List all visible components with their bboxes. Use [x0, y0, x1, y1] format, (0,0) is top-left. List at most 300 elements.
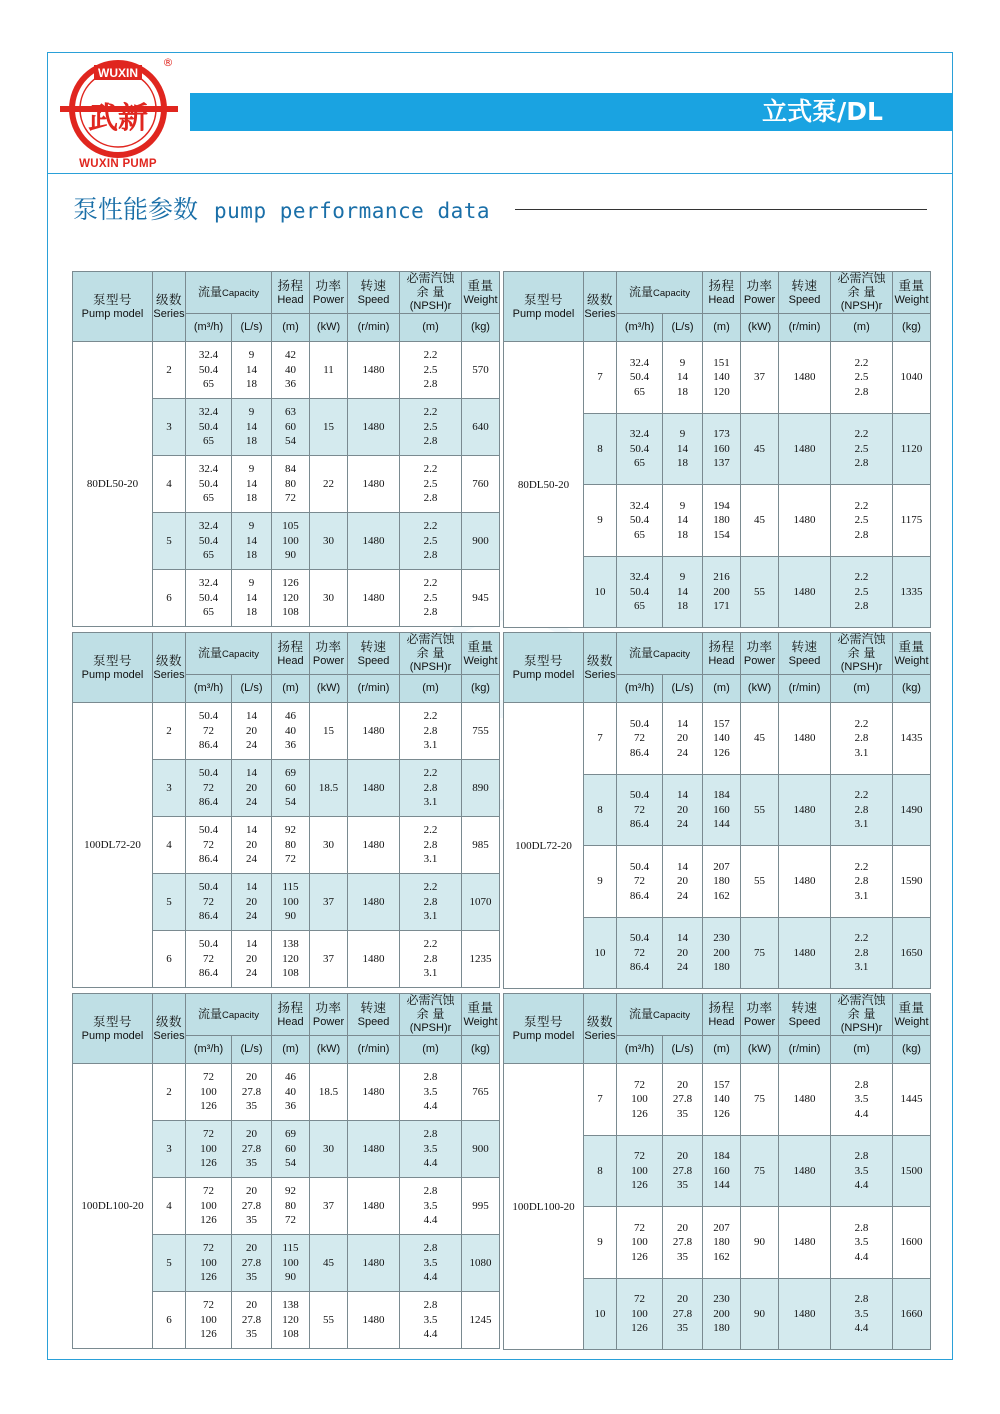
header-speed-unit: (r/min): [348, 314, 400, 342]
flow-m3h-cell: 32.4 50.4 65: [186, 456, 232, 513]
header-capacity-unit-m3h: (m³/h): [186, 314, 232, 342]
power-cell: 37: [741, 342, 779, 414]
series-cell: 2: [153, 342, 186, 399]
header-npsh-cn2: 余 量: [847, 285, 876, 299]
header-model: [73, 272, 153, 342]
header-speed-cn: 转速: [791, 277, 818, 293]
weight-cell: 995: [462, 1178, 500, 1235]
logo-ring-text: WUXIN: [98, 66, 138, 80]
power-cell: 55: [741, 846, 779, 918]
power-cell: 22: [310, 456, 348, 513]
header-speed-en: Speed: [357, 293, 390, 306]
series-cell: 5: [153, 513, 186, 570]
header-capacity: [617, 994, 703, 1036]
series-cell: 2: [153, 703, 186, 760]
weight-cell: 760: [462, 456, 500, 513]
flow-m3h-cell: 72 100 126: [617, 1135, 663, 1207]
flow-ls-cell: 9 14 18: [663, 485, 703, 557]
speed-cell: 1480: [779, 703, 831, 775]
header-speed: [348, 633, 400, 675]
pump-model-cell: 100DL72-20: [504, 703, 584, 989]
power-cell: 75: [741, 917, 779, 989]
speed-cell: 1480: [348, 456, 400, 513]
series-cell: 5: [153, 874, 186, 931]
header-series-cn: 级数: [155, 1013, 182, 1029]
flow-ls-cell: 14 20 24: [232, 703, 272, 760]
series-cell: 9: [584, 1207, 617, 1279]
flow-m3h-cell: 50.4 72 86.4: [186, 760, 232, 817]
flow-m3h-cell: 32.4 50.4 65: [617, 556, 663, 628]
power-cell: 45: [741, 703, 779, 775]
weight-cell: 890: [462, 760, 500, 817]
header-model: [504, 272, 584, 342]
head-cell: 115 100 90: [272, 1235, 310, 1292]
speed-cell: 1480: [779, 1064, 831, 1136]
header-head-cn: 扬程: [708, 638, 735, 654]
header-series-en: Series: [153, 307, 185, 320]
header-speed-unit: (r/min): [348, 675, 400, 703]
header-npsh-cn1: 必需汽蚀: [406, 632, 455, 646]
head-cell: 151 140 120: [703, 342, 741, 414]
series-cell: 8: [584, 413, 617, 485]
flow-ls-cell: 9 14 18: [232, 342, 272, 399]
flow-ls-cell: 14 20 24: [232, 760, 272, 817]
flow-m3h-cell: 32.4 50.4 65: [617, 413, 663, 485]
header-speed-en: Speed: [788, 293, 821, 306]
header-capacity-en: Capacity: [653, 1009, 690, 1021]
speed-cell: 1480: [779, 1207, 831, 1279]
weight-cell: 1435: [893, 703, 931, 775]
head-cell: 207 180 162: [703, 846, 741, 918]
head-cell: 126 120 108: [272, 570, 310, 627]
npsh-cell: 2.8 3.5 4.4: [831, 1207, 893, 1279]
weight-cell: 1445: [893, 1064, 931, 1136]
flow-ls-cell: 20 27.8 35: [663, 1278, 703, 1350]
header-speed-cn: 转速: [360, 277, 387, 293]
header-series-cn: 级数: [586, 291, 613, 307]
header-capacity-en: Capacity: [222, 287, 259, 299]
head-cell: 69 60 54: [272, 1121, 310, 1178]
speed-cell: 1480: [348, 703, 400, 760]
npsh-cell: 2.2 2.5 2.8: [400, 342, 462, 399]
flow-m3h-cell: 50.4 72 86.4: [186, 703, 232, 760]
header-npsh-cn2: 余 量: [847, 1007, 876, 1021]
header-model: [504, 994, 584, 1064]
head-cell: 138 120 108: [272, 1292, 310, 1349]
speed-cell: 1480: [779, 485, 831, 557]
speed-cell: 1480: [348, 1064, 400, 1121]
flow-m3h-cell: 32.4 50.4 65: [186, 399, 232, 456]
flow-ls-cell: 14 20 24: [232, 931, 272, 988]
header-npsh-cn2: 余 量: [847, 646, 876, 660]
header-speed: [779, 272, 831, 314]
flow-ls-cell: 9 14 18: [232, 570, 272, 627]
header-model-cn: 泵型号: [523, 652, 563, 668]
flow-m3h-cell: 72 100 126: [186, 1292, 232, 1349]
speed-cell: 1480: [779, 1135, 831, 1207]
header-capacity-unit-ls: (L/s): [232, 675, 272, 703]
flow-m3h-cell: 72 100 126: [186, 1064, 232, 1121]
header-speed: [348, 994, 400, 1036]
header-series: [584, 633, 617, 703]
header-power-en: Power: [312, 654, 345, 667]
head-cell: 92 80 72: [272, 817, 310, 874]
header-head-cn: 扬程: [277, 999, 304, 1015]
header-series-en: Series: [153, 1029, 185, 1042]
header-head-en: Head: [277, 1015, 304, 1028]
header-head-unit: (m): [703, 1036, 741, 1064]
header-power-unit: (kW): [741, 1036, 779, 1064]
header-series: [153, 272, 186, 342]
speed-cell: 1480: [348, 874, 400, 931]
flow-m3h-cell: 72 100 126: [186, 1178, 232, 1235]
npsh-cell: 2.2 2.5 2.8: [831, 413, 893, 485]
npsh-cell: 2.8 3.5 4.4: [400, 1178, 462, 1235]
pump-model-cell: 80DL50-20: [504, 342, 584, 628]
title-bar: [190, 93, 953, 131]
header-power-cn: 功率: [315, 638, 342, 654]
pump-model-cell: 100DL72-20: [73, 703, 153, 988]
pump-model-cell: 100DL100-20: [504, 1064, 584, 1350]
series-cell: 3: [153, 760, 186, 817]
header-speed-cn: 转速: [360, 999, 387, 1015]
header-capacity-unit-m3h: (m³/h): [617, 675, 663, 703]
head-cell: 42 40 36: [272, 342, 310, 399]
header-weight: [462, 633, 500, 675]
header-power: [741, 633, 779, 675]
header-power-unit: (kW): [741, 314, 779, 342]
npsh-cell: 2.2 2.5 2.8: [831, 485, 893, 557]
speed-cell: 1480: [348, 1178, 400, 1235]
flow-ls-cell: 14 20 24: [663, 774, 703, 846]
header-weight-unit: (kg): [893, 1036, 931, 1064]
speed-cell: 1480: [348, 931, 400, 988]
flow-ls-cell: 14 20 24: [663, 846, 703, 918]
header-npsh-en: (NPSH)r: [409, 661, 452, 673]
header-speed-cn: 转速: [360, 638, 387, 654]
header-weight-cn: 重量: [467, 277, 494, 293]
header-head-en: Head: [277, 654, 304, 667]
series-cell: 6: [153, 931, 186, 988]
header-capacity-en: Capacity: [653, 648, 690, 660]
flow-ls-cell: 20 27.8 35: [232, 1064, 272, 1121]
speed-cell: 1480: [348, 817, 400, 874]
header-weight-unit: (kg): [893, 314, 931, 342]
head-cell: 194 180 154: [703, 485, 741, 557]
header-npsh-en: (NPSH)r: [409, 300, 452, 312]
speed-cell: 1480: [779, 1278, 831, 1350]
section-title-cn: 泵性能参数: [73, 195, 199, 224]
header-head: [272, 272, 310, 314]
power-cell: 90: [741, 1278, 779, 1350]
flow-ls-cell: 20 27.8 35: [232, 1292, 272, 1349]
power-cell: 30: [310, 817, 348, 874]
flow-ls-cell: 9 14 18: [663, 413, 703, 485]
header-model-en: Pump model: [512, 1029, 575, 1042]
performance-table: [72, 271, 500, 627]
series-cell: 10: [584, 1278, 617, 1350]
npsh-cell: 2.8 3.5 4.4: [831, 1278, 893, 1350]
header-capacity: [617, 272, 703, 314]
weight-cell: 1175: [893, 485, 931, 557]
head-cell: 105 100 90: [272, 513, 310, 570]
npsh-cell: 2.8 3.5 4.4: [831, 1135, 893, 1207]
header-capacity-unit-m3h: (m³/h): [186, 675, 232, 703]
power-cell: 37: [310, 1178, 348, 1235]
header-npsh-cn2: 余 量: [416, 1007, 445, 1021]
power-cell: 55: [310, 1292, 348, 1349]
header-capacity-cn: 流量: [198, 1006, 223, 1021]
npsh-cell: 2.2 2.8 3.1: [400, 874, 462, 931]
header-npsh: [400, 994, 462, 1036]
header-speed-cn: 转速: [791, 999, 818, 1015]
header-speed-unit: (r/min): [348, 1036, 400, 1064]
header-power-cn: 功率: [746, 638, 773, 654]
series-cell: 7: [584, 703, 617, 775]
head-cell: 184 160 144: [703, 774, 741, 846]
weight-cell: 1335: [893, 556, 931, 628]
weight-cell: 1590: [893, 846, 931, 918]
speed-cell: 1480: [348, 760, 400, 817]
header-series: [584, 272, 617, 342]
header-npsh-unit: (m): [400, 314, 462, 342]
header-series-en: Series: [584, 668, 616, 681]
speed-cell: 1480: [348, 570, 400, 627]
header-weight-en: Weight: [463, 293, 498, 306]
header-model-cn: 泵型号: [92, 1013, 132, 1029]
header-head-unit: (m): [272, 314, 310, 342]
power-cell: 55: [741, 556, 779, 628]
power-cell: 75: [741, 1064, 779, 1136]
header-model-en: Pump model: [81, 1029, 144, 1042]
npsh-cell: 2.2 2.8 3.1: [400, 703, 462, 760]
head-cell: 84 80 72: [272, 456, 310, 513]
series-cell: 9: [584, 846, 617, 918]
flow-m3h-cell: 50.4 72 86.4: [617, 917, 663, 989]
header-head: [272, 633, 310, 675]
header-model-en: Pump model: [81, 668, 144, 681]
header-series: [584, 994, 617, 1064]
weight-cell: 1070: [462, 874, 500, 931]
wuxin-logo: [56, 56, 186, 172]
flow-ls-cell: 14 20 24: [232, 817, 272, 874]
head-cell: 173 160 137: [703, 413, 741, 485]
flow-m3h-cell: 32.4 50.4 65: [617, 485, 663, 557]
header-weight-cn: 重量: [467, 999, 494, 1015]
series-cell: 6: [153, 1292, 186, 1349]
header-npsh-unit: (m): [400, 1036, 462, 1064]
header-head: [703, 272, 741, 314]
speed-cell: 1480: [348, 1121, 400, 1178]
header-power-en: Power: [743, 654, 776, 667]
header-series-en: Series: [153, 668, 185, 681]
header-capacity-unit-ls: (L/s): [663, 675, 703, 703]
table-row: [73, 342, 500, 399]
logo-brand-text: WUXIN PUMP: [79, 158, 157, 170]
header-npsh-cn1: 必需汽蚀: [406, 271, 455, 285]
flow-ls-cell: 9 14 18: [663, 342, 703, 414]
header-capacity-unit-ls: (L/s): [232, 314, 272, 342]
header-capacity: [186, 994, 272, 1036]
weight-cell: 1080: [462, 1235, 500, 1292]
npsh-cell: 2.8 3.5 4.4: [400, 1235, 462, 1292]
header-npsh-unit: (m): [400, 675, 462, 703]
power-cell: 18.5: [310, 760, 348, 817]
weight-cell: 900: [462, 513, 500, 570]
header-capacity-en: Capacity: [222, 648, 259, 660]
header-speed: [779, 994, 831, 1036]
header-power-en: Power: [743, 293, 776, 306]
flow-m3h-cell: 32.4 50.4 65: [186, 570, 232, 627]
header-capacity-unit-ls: (L/s): [663, 314, 703, 342]
header-npsh-cn1: 必需汽蚀: [837, 271, 886, 285]
header-model-cn: 泵型号: [523, 1013, 563, 1029]
npsh-cell: 2.2 2.8 3.1: [831, 846, 893, 918]
header-npsh-cn2: 余 量: [416, 646, 445, 660]
npsh-cell: 2.2 2.8 3.1: [400, 931, 462, 988]
npsh-cell: 2.2 2.5 2.8: [400, 399, 462, 456]
flow-m3h-cell: 50.4 72 86.4: [186, 931, 232, 988]
flow-m3h-cell: 50.4 72 86.4: [186, 817, 232, 874]
header-series-cn: 级数: [155, 291, 182, 307]
npsh-cell: 2.2 2.5 2.8: [831, 556, 893, 628]
npsh-cell: 2.2 2.5 2.8: [400, 456, 462, 513]
header-npsh-en: (NPSH)r: [840, 300, 883, 312]
speed-cell: 1480: [348, 399, 400, 456]
header-power: [741, 994, 779, 1036]
header-head-unit: (m): [703, 675, 741, 703]
header-npsh: [831, 994, 893, 1036]
header-capacity-unit-m3h: (m³/h): [186, 1036, 232, 1064]
head-cell: 184 160 144: [703, 1135, 741, 1207]
flow-m3h-cell: 72 100 126: [617, 1207, 663, 1279]
header-power-unit: (kW): [741, 675, 779, 703]
weight-cell: 985: [462, 817, 500, 874]
header-power-unit: (kW): [310, 1036, 348, 1064]
header-capacity-cn: 流量: [198, 284, 223, 299]
registered-mark: ®: [162, 56, 174, 69]
npsh-cell: 2.8 3.5 4.4: [400, 1064, 462, 1121]
page-title: 立式泵/DL: [762, 97, 883, 126]
flow-ls-cell: 14 20 24: [663, 917, 703, 989]
header-power-unit: (kW): [310, 314, 348, 342]
header-speed-cn: 转速: [791, 638, 818, 654]
header-head-cn: 扬程: [277, 638, 304, 654]
series-cell: 10: [584, 556, 617, 628]
header-capacity-cn: 流量: [629, 1006, 654, 1021]
header-model-en: Pump model: [512, 307, 575, 320]
header-power-cn: 功率: [315, 999, 342, 1015]
header-npsh-en: (NPSH)r: [840, 661, 883, 673]
flow-ls-cell: 9 14 18: [663, 556, 703, 628]
head-cell: 92 80 72: [272, 1178, 310, 1235]
header-npsh-cn1: 必需汽蚀: [837, 632, 886, 646]
header-head: [703, 994, 741, 1036]
header-capacity: [186, 633, 272, 675]
table-row: [504, 342, 931, 414]
header-power: [310, 272, 348, 314]
header-power: [310, 633, 348, 675]
flow-ls-cell: 20 27.8 35: [232, 1121, 272, 1178]
weight-cell: 755: [462, 703, 500, 760]
performance-table: [503, 271, 931, 628]
flow-ls-cell: 20 27.8 35: [663, 1207, 703, 1279]
header-npsh: [831, 633, 893, 675]
power-cell: 90: [741, 1207, 779, 1279]
header-weight-unit: (kg): [462, 314, 500, 342]
flow-m3h-cell: 50.4 72 86.4: [617, 774, 663, 846]
header-series: [153, 994, 186, 1064]
flow-m3h-cell: 50.4 72 86.4: [617, 703, 663, 775]
table-row: [504, 703, 931, 775]
flow-m3h-cell: 50.4 72 86.4: [186, 874, 232, 931]
flow-ls-cell: 20 27.8 35: [663, 1135, 703, 1207]
power-cell: 30: [310, 513, 348, 570]
head-cell: 46 40 36: [272, 703, 310, 760]
head-cell: 63 60 54: [272, 399, 310, 456]
header-series: [153, 633, 186, 703]
series-cell: 4: [153, 1178, 186, 1235]
head-cell: 230 200 180: [703, 917, 741, 989]
header-capacity-unit-ls: (L/s): [663, 1036, 703, 1064]
header-npsh: [400, 272, 462, 314]
header-head-unit: (m): [272, 1036, 310, 1064]
header-model-en: Pump model: [81, 307, 144, 320]
flow-ls-cell: 20 27.8 35: [232, 1235, 272, 1292]
header-npsh-en: (NPSH)r: [840, 1022, 883, 1034]
header-npsh-unit: (m): [831, 1036, 893, 1064]
header-model-cn: 泵型号: [523, 291, 563, 307]
head-cell: 157 140 126: [703, 703, 741, 775]
header-series-cn: 级数: [586, 652, 613, 668]
flow-m3h-cell: 32.4 50.4 65: [617, 342, 663, 414]
section-title-en: pump performance data: [214, 199, 491, 223]
flow-ls-cell: 9 14 18: [232, 399, 272, 456]
header-npsh-cn1: 必需汽蚀: [406, 993, 455, 1007]
header-weight-en: Weight: [894, 1015, 929, 1028]
header-model-cn: 泵型号: [92, 291, 132, 307]
header-weight-unit: (kg): [462, 675, 500, 703]
power-cell: 37: [310, 874, 348, 931]
power-cell: 11: [310, 342, 348, 399]
performance-table: [503, 632, 931, 989]
speed-cell: 1480: [348, 513, 400, 570]
header-series-cn: 级数: [586, 1013, 613, 1029]
npsh-cell: 2.2 2.5 2.8: [831, 342, 893, 414]
series-cell: 9: [584, 485, 617, 557]
speed-cell: 1480: [779, 846, 831, 918]
power-cell: 45: [310, 1235, 348, 1292]
npsh-cell: 2.2 2.8 3.1: [831, 774, 893, 846]
header-speed-unit: (r/min): [779, 314, 831, 342]
header-npsh: [831, 272, 893, 314]
header-model-en: Pump model: [512, 668, 575, 681]
series-cell: 8: [584, 1135, 617, 1207]
header-weight: [462, 994, 500, 1036]
weight-cell: 1245: [462, 1292, 500, 1349]
series-cell: 8: [584, 774, 617, 846]
header-model: [73, 994, 153, 1064]
npsh-cell: 2.8 3.5 4.4: [400, 1121, 462, 1178]
header-divider: [47, 173, 953, 174]
weight-cell: 1500: [893, 1135, 931, 1207]
header-model: [73, 633, 153, 703]
power-cell: 45: [741, 485, 779, 557]
header-power: [310, 994, 348, 1036]
header-head-en: Head: [708, 293, 735, 306]
header-speed: [779, 633, 831, 675]
flow-ls-cell: 9 14 18: [232, 456, 272, 513]
